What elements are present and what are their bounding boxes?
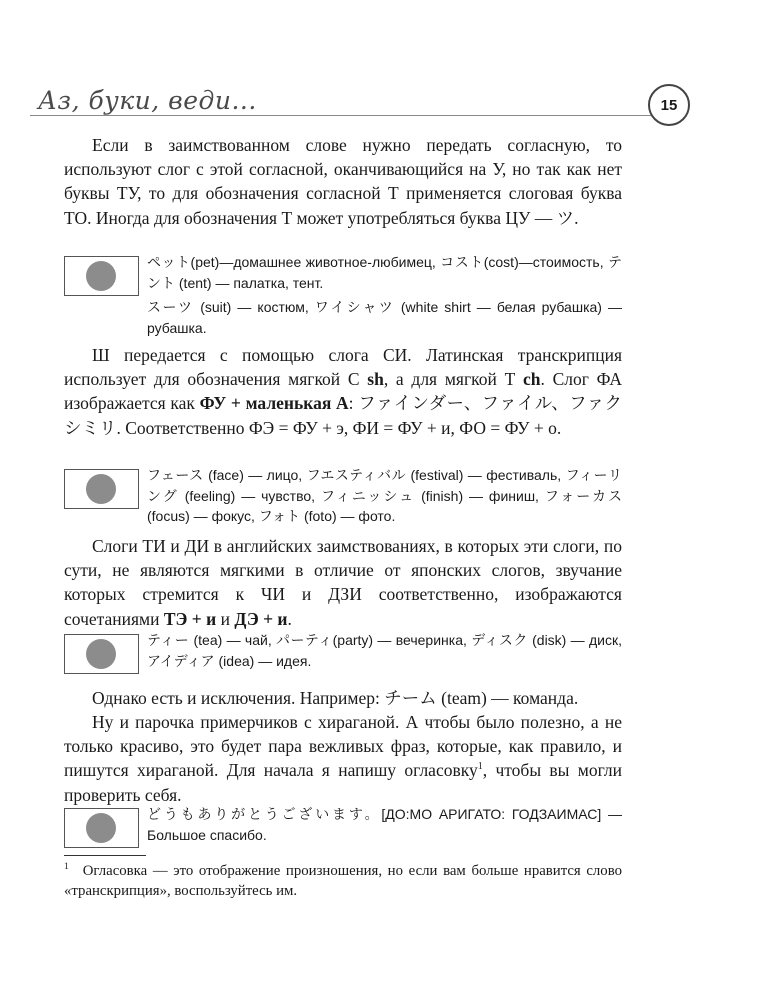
text-run: , а для мягкой Т bbox=[383, 369, 523, 390]
paragraph-consonant-endings bbox=[64, 133, 622, 230]
bold-run: ch bbox=[522, 369, 541, 390]
example-marker-box bbox=[64, 634, 139, 674]
bold-run: ТЭ + и bbox=[163, 608, 217, 629]
paragraph-hiragana-intro bbox=[64, 710, 622, 807]
example-block-2 bbox=[64, 465, 622, 531]
example-line: どうもありがとうございます。[ДО:МО АРИГАТО: ГОДЗАИМАС] — Большое спасибо. bbox=[147, 806, 622, 843]
header-rule bbox=[30, 115, 652, 116]
example-block-1 bbox=[64, 252, 622, 342]
footnote-text: Огласовка — это отображение произношения, но если вам больше нравится слово «транскрипция», воспользуйтесь им. bbox=[64, 863, 622, 899]
running-header bbox=[0, 82, 759, 132]
example-marker-box bbox=[64, 469, 139, 509]
text-run: Однако есть и исключения. Например: チーム (team) — команда. bbox=[92, 688, 579, 708]
example-text bbox=[147, 630, 622, 671]
example-marker-box bbox=[64, 256, 139, 296]
circle-icon bbox=[86, 813, 116, 843]
circle-icon bbox=[86, 261, 116, 291]
footnote-ref: 1 bbox=[477, 761, 483, 773]
circle-icon bbox=[86, 639, 116, 669]
page-number: 15 bbox=[648, 84, 690, 126]
text-run: Ш передается с помощью слога СИ. Латинская транскрипция использует для обозначения мягкой С bbox=[64, 345, 622, 390]
text-run: и bbox=[216, 608, 235, 629]
footnote-rule bbox=[64, 855, 146, 856]
text-run: Слоги ТИ и ДИ в английских заимствованиях, в которых эти слоги, по сути, не являются мягкими в отличие от японских слогов, звучание которых стремится к ЧИ и ДЗИ соответственно, изображаются сочетаниями bbox=[64, 536, 622, 629]
paragraph-sh-and-fa bbox=[64, 343, 622, 440]
text-run: . bbox=[287, 608, 292, 629]
text-run: : ファインダー、ファイル、ファクシミリ. Соответственно ФЭ = ФУ + э, ФИ = ФУ + и, ФО = ФУ + о. bbox=[64, 393, 622, 438]
example-block-3 bbox=[64, 630, 622, 675]
example-text bbox=[147, 804, 622, 845]
bold-run: ФУ + маленькая А bbox=[199, 393, 349, 414]
example-line: ペット(pet)—домашнее животное-любимец, コスト(cost)—стоимость, テント (tent) — палатка, тент. bbox=[147, 254, 622, 291]
running-header-title: Аз, буки, веди... bbox=[38, 86, 257, 115]
bold-run: sh bbox=[367, 369, 384, 390]
example-line: フェース (face) — лицо, フエスティバル (festival) — фестиваль, フィーリング (feeling) — чувство, フィニッシュ (finish) — финиш, フォーカス (focus) — фокус, フォト (foto) — фото. bbox=[147, 467, 622, 524]
example-block-4 bbox=[64, 804, 622, 849]
example-text bbox=[147, 465, 622, 527]
text-run: , чтобы вы могли проверить себя. bbox=[64, 760, 622, 805]
example-line: ティー (tea) — чай, パーティ(party) — вечеринка, ディスク (disk) — диск, アイディア (idea) — идея. bbox=[147, 632, 622, 669]
circle-icon bbox=[86, 474, 116, 504]
footnote-number: 1 bbox=[64, 862, 69, 873]
paragraph-exceptions bbox=[64, 686, 622, 710]
example-line: スーツ (suit) — костюм, ワイシャツ (white shirt — белая рубашка) — рубашка. bbox=[147, 299, 622, 336]
paragraph-ti-di bbox=[64, 534, 622, 631]
example-text bbox=[147, 252, 622, 338]
example-marker-box bbox=[64, 808, 139, 848]
footnote bbox=[64, 861, 622, 901]
text-run: Ну и парочка примерчиков с хираганой. А чтобы было полезно, а не только красиво, это будет пара вежливых фраз, которые, как правило, и пишутся хираганой. Для начала я напишу огласовку bbox=[64, 712, 622, 781]
text-run: . Слог ФА изображается как bbox=[64, 369, 622, 414]
text-run: Если в заимствованном слове нужно передать согласную, то используют слог с этой согласной, оканчивающийся на У, но так как нет буквы ТУ, то для обозначения согласной Т применяется слоговая буква ТО. Иногда для обозначения Т может употребляться буква ЦУ — ツ. bbox=[64, 135, 622, 228]
bold-run: ДЭ + и bbox=[234, 608, 288, 629]
